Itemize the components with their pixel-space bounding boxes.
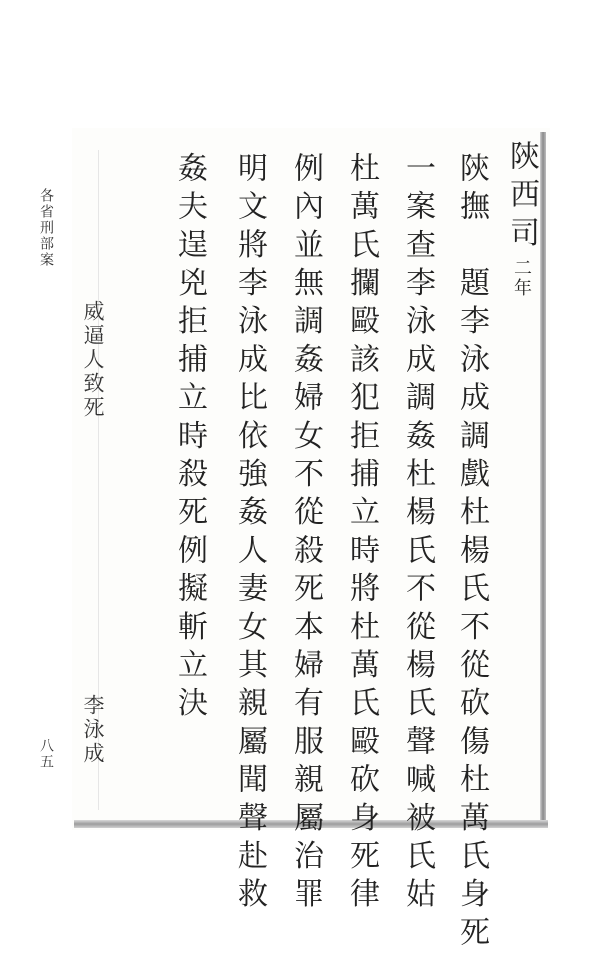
manuscript-column-3: 杜萬氏攔毆該犯拒捕立時將杜萬氏毆砍身死律 [344,152,379,916]
manuscript-header-sub: 二年 [511,258,532,298]
page-number: 八五 [38,738,54,770]
scan-right-edge [540,132,546,828]
book-title: 各省刑部案 [38,188,54,268]
case-category-note: 威逼人致死 [81,300,105,420]
manuscript-column-6: 姦夫逞兇拒捕立時殺死例擬斬立決 [172,152,207,725]
manuscript-column-5: 明文將李泳成比依強姦人妻女其親屬聞聲赴救 [232,152,267,916]
offender-name-note: 李泳成 [81,694,105,766]
manuscript-column-1: 陝撫 題李泳成調戲杜楊氏不從砍傷杜萬氏身死 [454,152,489,954]
manuscript-column-2: 一案查李泳成調姦杜楊氏不從楊氏聲喊被氏姑 [400,152,435,916]
manuscript-header: 陝西司 [504,140,539,255]
manuscript-column-4: 例內並無調姦婦女不從殺死本婦有服親屬治罪 [288,152,323,916]
